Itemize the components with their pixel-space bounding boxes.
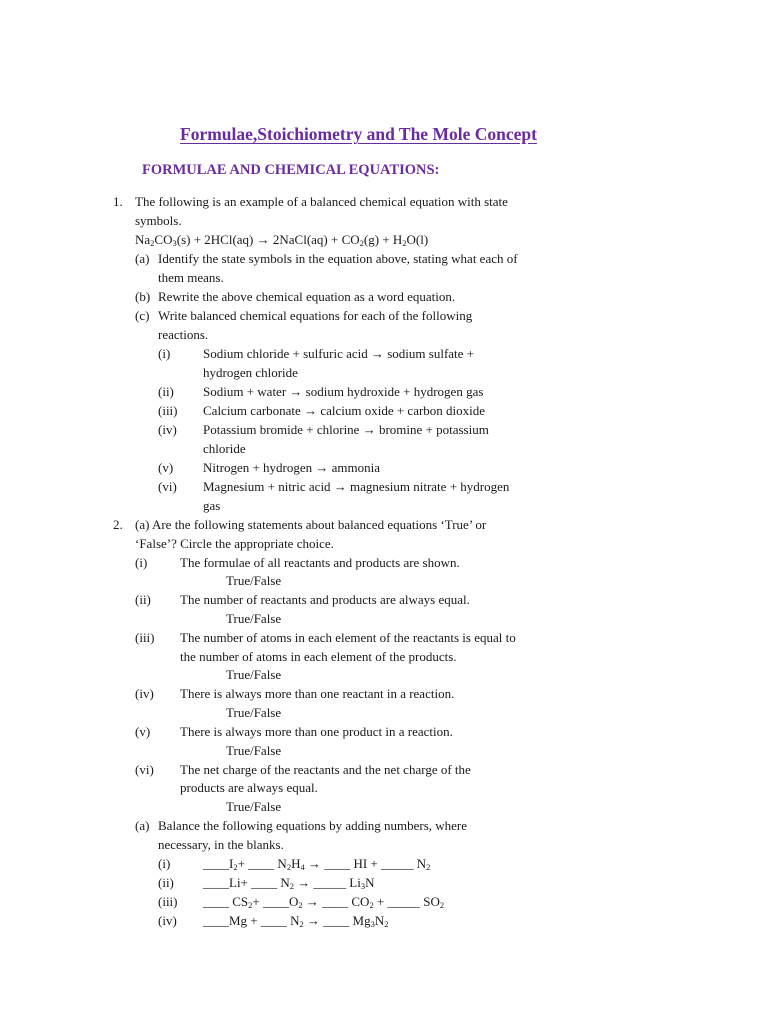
statement-text: The net charge of the reactants and the net charge of the: [180, 762, 471, 777]
statement-number: (vi): [135, 762, 154, 777]
statement-number: (v): [135, 724, 151, 739]
statement-text: The number of reactants and products are always equal.: [180, 592, 470, 607]
statement-number: (ii): [135, 592, 151, 607]
page-title: Formulae,Stoichiometry and The Mole Concept: [180, 124, 537, 144]
statement-text: The number of atoms in each element of the reactants is equal to: [180, 630, 516, 645]
balance-equation: ____Mg + ____ $N_2$ → ____ $Mg_3N_2$: [203, 913, 389, 929]
reaction-text: hydrogen chloride: [203, 365, 298, 380]
reaction-text: Calcium carbonate → calcium oxide + carbon dioxide: [203, 403, 486, 418]
section-heading: FORMULAE AND CHEMICAL EQUATIONS:: [142, 162, 440, 178]
reaction-text: Sodium + water → sodium hydroxide + hydrogen gas: [203, 384, 484, 399]
reaction-text: Nitrogen + hydrogen → ammonia: [203, 460, 381, 475]
part-text: reactions.: [158, 327, 209, 342]
true-false-choice: True/False: [226, 611, 282, 626]
part-label: (a): [135, 818, 150, 833]
statement-text: There is always more than one product in a reaction.: [180, 724, 453, 739]
true-false-choice: True/False: [226, 573, 282, 588]
statement-number: (i): [135, 555, 148, 570]
part-text: Write balanced chemical equations for each of the following: [158, 308, 473, 323]
question-text: (a) Are the following statements about balanced equations ‘True’ or: [135, 517, 487, 532]
balance-equation: ____ $CS_2+$ $\_\_\_\_O_2$ → ____ $CO_2$ + _____ $SO_2$: [203, 894, 445, 910]
equation-number: (iv): [158, 913, 177, 928]
question-text: The following is an example of a balanced chemical equation with state: [135, 194, 508, 209]
statement-number: (iii): [135, 630, 155, 645]
reaction-number: (vi): [158, 479, 177, 494]
reaction-number: (ii): [158, 384, 174, 399]
chemical-equation: $Na_2CO_3(s) + 2HCl(aq)$ → 2NaCl(aq) + $CO_2(g) + H_2O(l)$: [135, 232, 429, 248]
question-number: 1.: [113, 194, 123, 209]
true-false-choice: True/False: [226, 743, 282, 758]
equation-number: (i): [158, 856, 171, 871]
equation-number: (ii): [158, 875, 174, 890]
part-label: (a): [135, 251, 150, 266]
part-text: Rewrite the above chemical equation as a word equation.: [158, 289, 456, 304]
reaction-text: Sodium chloride + sulfuric acid → sodium sulfate +: [203, 346, 475, 361]
statement-text: the number of atoms in each element of the products.: [180, 649, 457, 664]
equation-number: (iii): [158, 894, 178, 909]
part-label: (c): [135, 308, 150, 323]
statement-text: There is always more than one reactant in a reaction.: [180, 686, 455, 701]
reaction-number: (v): [158, 460, 174, 475]
part-text: Balance the following equations by adding numbers, where: [158, 818, 468, 833]
statement-text: products are always equal.: [180, 780, 318, 795]
question-text: symbols.: [135, 213, 182, 228]
part-label: (b): [135, 289, 151, 304]
reaction-text: chloride: [203, 441, 246, 456]
reaction-number: (iv): [158, 422, 177, 437]
reaction-number: (iii): [158, 403, 178, 418]
statement-number: (iv): [135, 686, 154, 701]
balance-equation: ____Li+ ____ $N_2$ → _____ $Li_3N$: [203, 875, 375, 891]
reaction-number: (i): [158, 346, 171, 361]
reaction-text: Magnesium + nitric acid → magnesium nitrate + hydrogen: [203, 479, 510, 494]
balance-equation: $\_\_\_\_I_2+$ ____ $N_2H_4$ → ____ HI + _____ $N_2$: [203, 856, 431, 872]
part-text: necessary, in the blanks.: [158, 837, 284, 852]
true-false-choice: True/False: [226, 667, 282, 682]
question-text: ‘False’? Circle the appropriate choice.: [135, 536, 334, 551]
reaction-text: gas: [203, 498, 221, 513]
part-text: Identify the state symbols in the equation above, stating what each of: [158, 251, 518, 266]
part-text: them means.: [158, 270, 224, 285]
question-number: 2.: [113, 517, 123, 532]
statement-text: The formulae of all reactants and products are shown.: [180, 555, 460, 570]
true-false-choice: True/False: [226, 799, 282, 814]
true-false-choice: True/False: [226, 705, 282, 720]
reaction-text: Potassium bromide + chlorine → bromine + potassium: [203, 422, 489, 437]
